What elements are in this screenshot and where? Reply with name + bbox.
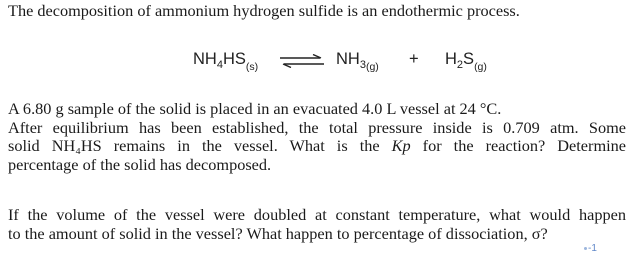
equilibrium-arrows-icon bbox=[279, 54, 325, 68]
paragraph-line: After equilibrium has been established, the total pressure inside is 0.709 atm. Some bbox=[8, 117, 626, 137]
plus-sign: + bbox=[409, 50, 419, 68]
paragraph-line: A 6.80 g sample of the solid is placed in an evacuated 4.0 L vessel at 24 °C. bbox=[8, 99, 502, 118]
paragraph-line: percentage of the solid has decomposed. bbox=[8, 154, 272, 174]
cursor-marker: -1 bbox=[588, 243, 597, 254]
cursor-dot-icon bbox=[584, 247, 587, 250]
question-paragraph bbox=[8, 206, 626, 243]
product-h2s: $H_2S_{(g)}$ bbox=[445, 50, 487, 73]
paragraph-line: to the amount of solid in the vessel? What happen to percentage of dissociation, σ? bbox=[8, 223, 548, 243]
intro-text: The decomposition of ammonium hydrogen sulfide is an endothermic process. bbox=[8, 1, 520, 20]
reactant-nh4hs: $NH_4HS_{(s)}$ bbox=[193, 50, 259, 73]
product-nh3: $NH_{3(g)}$ bbox=[336, 50, 379, 73]
problem-paragraph bbox=[8, 100, 626, 174]
paragraph-line: If the volume of the vessel were doubled at constant temperature, what would happen bbox=[8, 205, 626, 224]
kp-symbol: Kp bbox=[391, 136, 411, 156]
paragraph-line: solid NH₄HS remains in the vessel. What is the Kp for the reaction? Determine bbox=[8, 136, 627, 156]
